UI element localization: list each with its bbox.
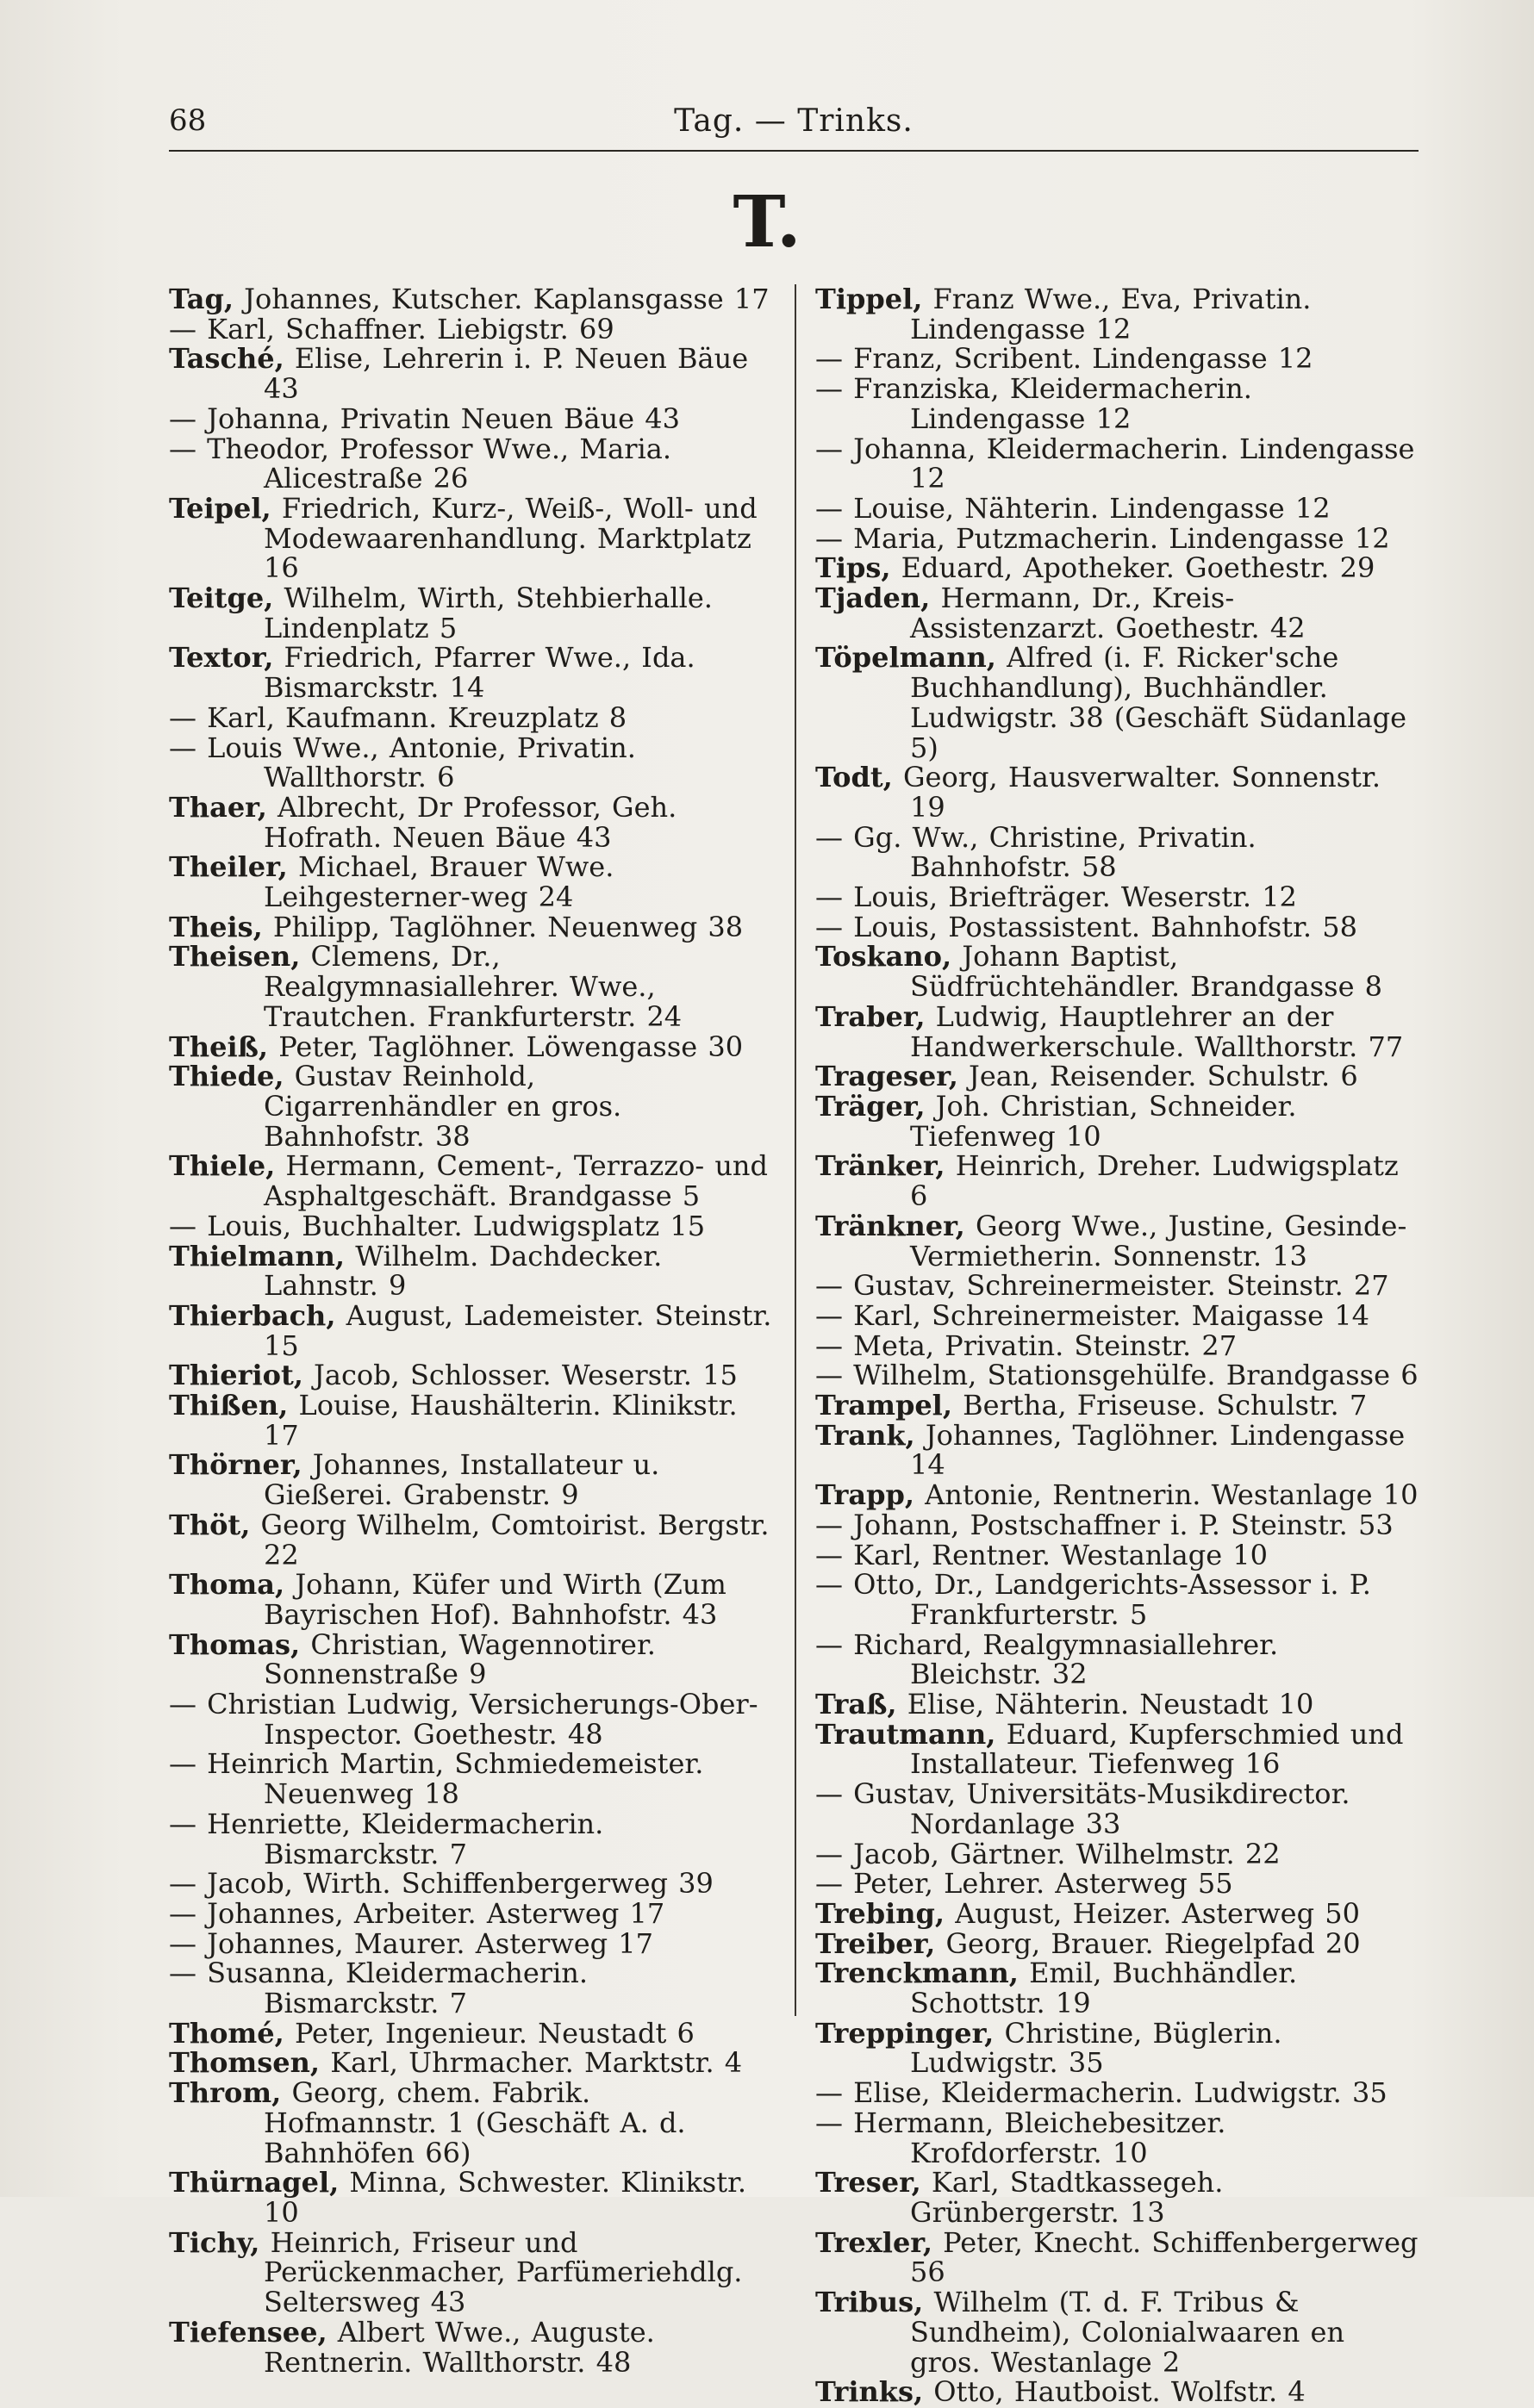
entry-surname: Throm,	[169, 2076, 282, 2110]
entry-details: — Otto, Dr., Landgerichts-Assessor i. P. Frankfurterstr. 5	[815, 1568, 1371, 1631]
entry-details: Philipp, Taglöhner. Neuenweg 38	[272, 910, 744, 943]
directory-entry	[815, 1360, 1419, 1391]
directory-entry	[815, 344, 1419, 374]
directory-entry	[815, 2016, 1419, 2080]
entry-details: — Johannes, Maurer. Asterweg 17	[169, 1926, 654, 1960]
directory-entry	[169, 2016, 772, 2050]
entry-details: Hermann, Dr., Kreis-Assistenzarzt. Goethestr. 42	[910, 582, 1306, 644]
entry-surname: Thomé,	[169, 2016, 284, 2050]
directory-entry	[815, 1149, 1419, 1213]
entry-surname: Theis,	[169, 910, 263, 943]
directory-entry	[815, 1391, 1419, 1421]
directory-entry	[169, 1391, 772, 1450]
directory-entry	[169, 1211, 772, 1241]
directory-entry	[815, 912, 1419, 943]
directory-entry	[169, 314, 772, 345]
entry-surname: Töpelmann,	[815, 641, 996, 675]
entry-details: Peter, Taglöhner. Löwengasse 30	[278, 1030, 744, 1063]
directory-entry	[815, 762, 1419, 822]
directory-entry	[169, 912, 772, 943]
entry-surname: Tränkner,	[815, 1209, 965, 1242]
entry-surname: Teipel,	[169, 491, 271, 525]
entry-details: — Franz, Scribent. Lindengasse 12	[815, 342, 1313, 376]
entry-details: Heinrich, Friseur und Perückenmacher, Parfümeriehdlg. Seltersweg 43	[264, 2225, 743, 2319]
directory-entry	[169, 942, 772, 1031]
entry-surname: Thierbach,	[169, 1298, 336, 1332]
directory-entry	[169, 1747, 772, 1811]
entry-details: — Louis, Postassistent. Bahnhofstr. 58	[815, 910, 1357, 943]
directory-entry	[169, 401, 772, 435]
entry-details: Bertha, Friseuse. Schulstr. 7	[963, 1389, 1368, 1422]
entry-details: — Susanna, Kleidermacherin. Bismarckstr. 7	[169, 1957, 589, 2020]
directory-entry	[169, 2168, 772, 2227]
directory-entry	[169, 2048, 772, 2078]
directory-entry	[169, 1689, 772, 1749]
entry-surname: Treser,	[815, 2166, 921, 2200]
entry-surname: Tasché,	[169, 342, 284, 376]
entry-surname: Tjaden,	[815, 582, 931, 615]
entry-details: — Johannes, Arbeiter. Asterweg 17	[169, 1896, 665, 1930]
entry-surname: Träger,	[815, 1089, 926, 1123]
entry-details: Georg Wilhelm, Comtoirist. Bergstr. 22	[260, 1508, 770, 1571]
entry-surname: Tips,	[815, 551, 891, 585]
entry-details: — Theodor, Professor Wwe., Maria. Alicestraße 26	[169, 432, 672, 495]
entry-details: — Johanna, Privatin Neuen Bäue 43	[169, 401, 680, 435]
entry-surname: Trautmann,	[815, 1717, 996, 1751]
entry-details: — Louise, Nähterin. Lindengasse 12	[815, 491, 1331, 525]
directory-entry	[815, 1896, 1419, 1930]
entry-surname: Todt,	[815, 761, 893, 794]
entry-details: Friedrich, Kurz-, Weiß-, Woll- und Modewaarenhandlung. Marktplatz 16	[264, 491, 758, 585]
entry-details: Georg Wwe., Justine, Gesinde-Vermietherin. Sonnenstr. 13	[910, 1209, 1407, 1272]
entry-surname: Tränker,	[815, 1149, 945, 1183]
entry-surname: Thißen,	[169, 1389, 289, 1422]
entry-surname: Trapp,	[815, 1478, 914, 1512]
entry-surname: Theiß,	[169, 1030, 269, 1063]
entry-details: — Peter, Lehrer. Asterweg 55	[815, 1867, 1233, 1901]
directory-entry	[815, 643, 1419, 762]
directory-entry	[815, 1869, 1419, 1899]
entry-surname: Theiler,	[169, 850, 288, 884]
directory-entry	[815, 1689, 1419, 1720]
directory-entry	[815, 820, 1419, 884]
entry-details: Wilhelm (T. d. F. Tribus & Sundheim), Colonialwaaren en gros. Westanlage 2	[910, 2286, 1345, 2379]
entry-details: August, Lademeister. Steinstr. 15	[264, 1298, 772, 1362]
entry-surname: Tichy,	[169, 2225, 260, 2259]
entry-details: Otto, Hautboist. Wolfstr. 4	[933, 2375, 1306, 2408]
entry-details: Heinrich, Dreher. Ludwigsplatz 6	[910, 1149, 1399, 1213]
entry-details: Emil, Buchhändler. Schottstr. 19	[910, 1957, 1298, 2020]
directory-entry	[169, 1149, 772, 1213]
page-header	[169, 102, 1419, 152]
directory-entry	[815, 2108, 1419, 2168]
section-letter: T.	[733, 181, 801, 264]
directory-entry	[169, 2315, 772, 2379]
entry-details: Joh. Christian, Schneider. Tiefenweg 10	[910, 1089, 1297, 1153]
entry-details: Minna, Schwester. Klinikstr. 10	[264, 2166, 747, 2229]
directory-entry	[815, 1271, 1419, 1301]
directory-entry	[815, 1779, 1419, 1839]
directory-entry	[169, 1926, 772, 1960]
entry-details: Wilhelm. Dachdecker. Lahnstr. 9	[264, 1239, 663, 1303]
right-column	[815, 284, 1419, 2407]
directory-entry	[815, 1089, 1419, 1153]
entry-details: — Richard, Realgymnasiallehrer. Bleichstr. 32	[815, 1627, 1279, 1691]
entry-details: Louise, Haushälterin. Klinikstr. 17	[264, 1389, 738, 1452]
directory-entry	[815, 1061, 1419, 1092]
directory-entry	[815, 1717, 1419, 1781]
entry-details: — Heinrich Martin, Schmiedemeister. Neuenweg 18	[169, 1747, 704, 1811]
entry-surname: Treiber,	[815, 1926, 936, 1960]
directory-entry	[169, 491, 772, 585]
directory-entry	[815, 553, 1419, 583]
directory-entry	[815, 1926, 1419, 1960]
entry-details: — Meta, Privatin. Steinstr. 27	[815, 1328, 1238, 1362]
entry-details: — Louis, Buchhalter. Ludwigsplatz 15	[169, 1209, 706, 1242]
entry-surname: Thürnagel,	[169, 2166, 340, 2200]
directory-entry	[815, 2168, 1419, 2227]
entry-details: Georg, chem. Fabrik. Hofmannstr. 1 (Geschäft A. d. Bahnhöfen 66)	[264, 2076, 686, 2169]
entry-details: — Jacob, Gärtner. Wilhelmstr. 22	[815, 1837, 1281, 1870]
directory-entry	[815, 1480, 1419, 1510]
entry-details: — Karl, Schaffner. Liebigstr. 69	[169, 312, 614, 345]
entry-details: Friedrich, Pfarrer Wwe., Ida. Bismarckstr. 14	[264, 641, 695, 705]
entry-details: — Maria, Putzmacherin. Lindengasse 12	[815, 521, 1390, 555]
entry-surname: Teitge,	[169, 582, 274, 615]
entry-details: Johann, Küfer und Wirth (Zum Bayrischen Hof). Bahnhofstr. 43	[264, 1568, 726, 1631]
page-number: 68	[169, 103, 207, 138]
directory-entry	[169, 342, 772, 406]
entry-details: — Jacob, Wirth. Schiffenbergerweg 39	[169, 1867, 714, 1901]
entry-surname: Trinks,	[815, 2375, 924, 2408]
entry-surname: Trampel,	[815, 1389, 952, 1422]
entry-details: Georg, Hausverwalter. Sonnenstr. 19	[902, 761, 1381, 824]
entry-details: — Louis, Briefträger. Weserstr. 12	[815, 880, 1297, 914]
directory-entry	[815, 2287, 1419, 2377]
directory-entry	[815, 1298, 1419, 1332]
entry-details: — Henriette, Kleidermacherin. Bismarckstr. 7	[169, 1807, 604, 1870]
directory-entry	[815, 940, 1419, 1004]
entry-surname: Thiele,	[169, 1149, 276, 1183]
entry-details: Peter, Ingenieur. Neustadt 6	[294, 2016, 695, 2050]
directory-entry	[815, 1839, 1419, 1870]
entry-details: — Johann, Postschaffner i. P. Steinstr. 53	[815, 1508, 1394, 1541]
entry-details: Michael, Brauer Wwe. Leihgesterner-weg 24	[264, 850, 614, 914]
entry-details: Jean, Reisender. Schulstr. 6	[969, 1060, 1358, 1093]
entry-details: — Karl, Rentner. Westanlage 10	[815, 1538, 1269, 1571]
entry-surname: Thoma,	[169, 1568, 285, 1602]
entry-details: Franz Wwe., Eva, Privatin. Lindengasse 12	[910, 283, 1312, 345]
entry-surname: Thomas,	[169, 1627, 301, 1661]
entry-details: Johannes, Taglöhner. Lindengasse 14	[910, 1418, 1406, 1482]
directory-entry	[815, 2078, 1419, 2108]
directory-entry	[169, 1032, 772, 1062]
entry-surname: Thiede,	[169, 1060, 284, 1093]
directory-entry	[169, 1241, 772, 1301]
entry-details: Antonie, Rentnerin. Westanlage 10	[925, 1478, 1419, 1512]
entry-details: Karl, Uhrmacher. Marktstr. 4	[330, 2046, 743, 2080]
entry-details: — Wilhelm, Stationsgehülfe. Brandgasse 6	[815, 1359, 1419, 1392]
directory-entry	[815, 1958, 1419, 2018]
entry-details: Christian, Wagennotirer. Sonnenstraße 9	[264, 1627, 656, 1691]
entry-details: — Karl, Schreinermeister. Maigasse 14	[815, 1298, 1369, 1332]
entry-details: — Christian Ludwig, Versicherungs-Ober-Inspector. Goethestr. 48	[169, 1688, 758, 1751]
directory-entry	[815, 583, 1419, 643]
entry-details: — Louis Wwe., Antonie, Privatin. Wallthorstr. 6	[169, 731, 636, 794]
directory-entry	[169, 1958, 772, 2018]
entry-details: Georg, Brauer. Riegelpfad 20	[945, 1926, 1361, 1960]
entry-surname: Trexler,	[815, 2225, 932, 2259]
directory-entry	[169, 1627, 772, 1691]
entry-surname: Tag,	[169, 283, 234, 315]
directory-entry	[169, 852, 772, 912]
entry-surname: Thielmann,	[169, 1239, 346, 1272]
entry-surname: Tribus,	[815, 2286, 924, 2319]
entry-details: Peter, Knecht. Schiffenbergerweg 56	[910, 2225, 1419, 2289]
entry-details: Johann Baptist, Südfrüchtehändler. Brandgasse 8	[910, 940, 1383, 1004]
entry-surname: Traß,	[815, 1688, 897, 1721]
directory-entry	[169, 1360, 772, 1391]
directory-entry	[169, 700, 772, 734]
entry-details: Elise, Lehrerin i. P. Neuen Bäue 43	[264, 342, 749, 406]
entry-surname: Tippel,	[815, 283, 923, 315]
entry-details: — Franziska, Kleidermacherin. Lindengasse 12	[815, 372, 1252, 435]
entry-surname: Toskano,	[815, 940, 952, 974]
entry-surname: Textor,	[169, 641, 274, 675]
directory-entry	[169, 2078, 772, 2168]
directory-entry	[815, 2377, 1419, 2407]
directory-entry	[169, 284, 772, 314]
directory-entry	[815, 882, 1419, 912]
directory-entry	[815, 1418, 1419, 1482]
entry-details: Wilhelm, Wirth, Stehbierhalle. Lindenplatz 5	[264, 582, 713, 644]
entry-details: — Karl, Kaufmann. Kreuzplatz 8	[169, 700, 627, 734]
entry-details: — Elise, Kleidermacherin. Ludwigstr. 35	[815, 2076, 1387, 2110]
entry-details: Christine, Büglerin. Ludwigstr. 35	[910, 2016, 1282, 2080]
entry-details: Jacob, Schlosser. Weserstr. 15	[314, 1359, 738, 1392]
directory-entry	[169, 1570, 772, 1629]
entry-surname: Trageser,	[815, 1060, 958, 1093]
left-column	[169, 284, 772, 2377]
entry-details: Johannes, Kutscher. Kaplansgasse 17	[244, 283, 770, 315]
directory-entry	[169, 790, 772, 854]
directory-entry	[815, 521, 1419, 555]
entry-details: Albert Wwe., Auguste. Rentnerin. Wallthorstr. 48	[264, 2315, 655, 2379]
directory-entry	[169, 434, 772, 494]
entry-details: — Gustav, Universitäts-Musikdirector. Nordanlage 33	[815, 1777, 1350, 1840]
directory-entry	[169, 1061, 772, 1151]
entry-surname: Thöt,	[169, 1508, 251, 1541]
entry-details: Ludwig, Hauptlehrer an der Handwerkerschule. Wallthorstr. 77	[910, 999, 1404, 1063]
entry-surname: Traber,	[815, 999, 926, 1033]
running-title: Tag. — Trinks.	[674, 103, 914, 139]
directory-entry	[815, 1627, 1419, 1691]
entry-details: Albrecht, Dr Professor, Geh. Hofrath. Neuen Bäue 43	[264, 790, 677, 854]
entry-details: Hermann, Cement-, Terrazzo- und Asphaltgeschäft. Brandgasse 5	[264, 1149, 769, 1213]
directory-entry	[815, 434, 1419, 494]
entry-details: — Gg. Ww., Christine, Privatin. Bahnhofstr. 58	[815, 820, 1257, 884]
directory-entry	[169, 1896, 772, 1930]
directory-entry	[815, 374, 1419, 433]
directory-entry	[815, 284, 1419, 344]
directory-entry	[169, 1869, 772, 1899]
directory-entry	[169, 1510, 772, 1570]
entry-details: Johannes, Installateur u. Gießerei. Grabenstr. 9	[264, 1448, 660, 1512]
entry-surname: Thörner,	[169, 1448, 302, 1482]
directory-entry	[815, 999, 1419, 1063]
entry-details: Gustav Reinhold, Cigarrenhändler en gros. Bahnhofstr. 38	[264, 1060, 622, 1153]
directory-entry	[169, 583, 772, 643]
directory-entry	[815, 1328, 1419, 1362]
entry-details: — Johanna, Kleidermacherin. Lindengasse 12	[815, 432, 1415, 495]
entry-surname: Theisen,	[169, 940, 301, 974]
entry-surname: Thaer,	[169, 790, 267, 824]
entry-details: Karl, Stadtkassegeh. Grünbergerstr. 13	[910, 2166, 1224, 2229]
directory-entry	[169, 1298, 772, 1362]
directory-entry	[169, 1448, 772, 1512]
directory-entry	[815, 1570, 1419, 1629]
entry-details: — Hermann, Bleichebesitzer. Krofdorferstr. 10	[815, 2106, 1226, 2169]
directory-entry	[815, 491, 1419, 525]
entry-surname: Thieriot,	[169, 1359, 303, 1392]
entry-surname: Thomsen,	[169, 2046, 321, 2080]
directory-entry	[169, 1809, 772, 1869]
entry-surname: Treppinger,	[815, 2016, 995, 2050]
directory-entry	[815, 2225, 1419, 2289]
directory-entry	[169, 641, 772, 705]
directory-entry	[169, 2225, 772, 2319]
entry-details: — Gustav, Schreinermeister. Steinstr. 27	[815, 1269, 1389, 1303]
directory-entry	[815, 1540, 1419, 1571]
directory-entry	[815, 1510, 1419, 1540]
entry-surname: Trank,	[815, 1418, 915, 1452]
entry-details: Clemens, Dr., Realgymnasiallehrer. Wwe., Trautchen. Frankfurterstr. 24	[264, 940, 683, 1033]
entry-surname: Tiefensee,	[169, 2315, 327, 2349]
entry-surname: Trenckmann,	[815, 1957, 1019, 1990]
entry-surname: Trebing,	[815, 1896, 945, 1930]
entry-details: Eduard, Kupferschmied und Installateur. Tiefenweg 16	[910, 1717, 1404, 1781]
entry-details: August, Heizer. Asterweg 50	[955, 1896, 1360, 1930]
directory-entry	[169, 733, 772, 793]
column-divider	[795, 284, 796, 2016]
directory-entry	[815, 1211, 1419, 1271]
entry-details: Alfred (i. F. Ricker'sche Buchhandlung), Buchhändler. Ludwigstr. 38 (Geschäft Südanlage 5)	[910, 641, 1407, 764]
entry-details: Elise, Nähterin. Neustadt 10	[907, 1688, 1314, 1721]
entry-details: Eduard, Apotheker. Goethestr. 29	[901, 551, 1375, 585]
